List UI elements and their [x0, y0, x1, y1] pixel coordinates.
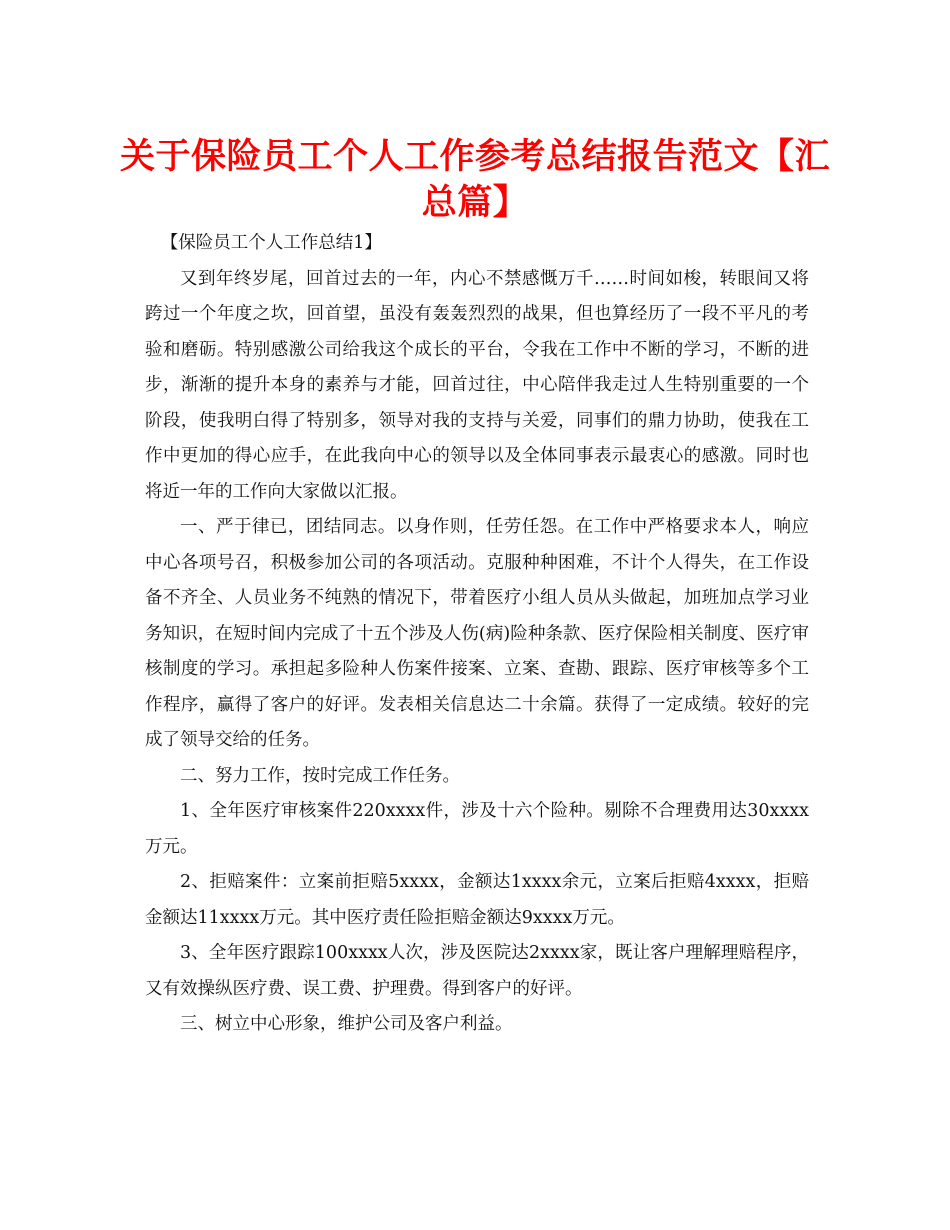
- paragraph-item-one: 1、全年医疗审核案件220xxxx件，涉及十六个险种。剔除不合理费用达30xxxx万元。: [145, 801, 809, 857]
- paragraph-item-three: 3、全年医疗跟踪100xxxx人次，涉及医院达2xxxx家，既让客户理解理赔程序，又有效操纵医疗费、误工费、护理费。得到客户的好评。: [145, 943, 809, 999]
- document-title: 关于保险员工个人工作参考总结报告范文【汇总篇】: [120, 136, 831, 223]
- document-body: [145, 226, 809, 1043]
- paragraph-intro: 又到年终岁尾，回首过去的一年，内心不禁感慨万千……时间如梭，转眼间又将跨过一个年度之坎，回首望，虽没有轰轰烈烈的战果，但也算经历了一段不平凡的考验和磨砺。特别感激公司给我这个成长的平台，令我在工作中不断的学习，不断的进步，渐渐的提升本身的素养与才能，回首过往，中心陪伴我走过人生特别重要的一个阶段，使我明白得了特别多，领导对我的支持与关爱，同事们的鼎力协助，使我在工作中更加的得心应手，在此我向中心的领导以及全体同事表示最衷心的感激。同时也将近一年的工作向大家做以汇报。: [145, 268, 809, 502]
- paragraph-section-one: 一、严于律已，团结同志。以身作则，任劳任怨。在工作中严格要求本人，响应中心各项号召，积极参加公司的各项活动。克服种种困难，不计个人得失，在工作设备不齐全、人员业务不纯熟的情况下，带着医疗小组人员从头做起，加班加点学习业务知识，在短时间内完成了十五个涉及人伤(病)险种条款、医疗保险相关制度、医疗审核制度的学习。承担起多险种人伤案件接案、立案、查勘、跟踪、医疗审核等多个工作程序，赢得了客户的好评。发表相关信息达二十余篇。获得了一定成绩。较好的完成了领导交给的任务。: [145, 517, 809, 750]
- paragraph-section-two-heading: 二、努力工作，按时完成工作任务。: [180, 765, 460, 786]
- paragraph-item-two: 2、拒赔案件：立案前拒赔5xxxx，金额达1xxxx余元，立案后拒赔4xxxx，拒赔金额达11xxxx万元。其中医疗责任险拒赔金额达9xxxx万元。: [145, 872, 809, 928]
- section-heading: 【保险员工个人工作总结1】: [160, 233, 382, 253]
- paragraph-section-three-heading: 三、树立中心形象，维护公司及客户利益。: [180, 1014, 513, 1034]
